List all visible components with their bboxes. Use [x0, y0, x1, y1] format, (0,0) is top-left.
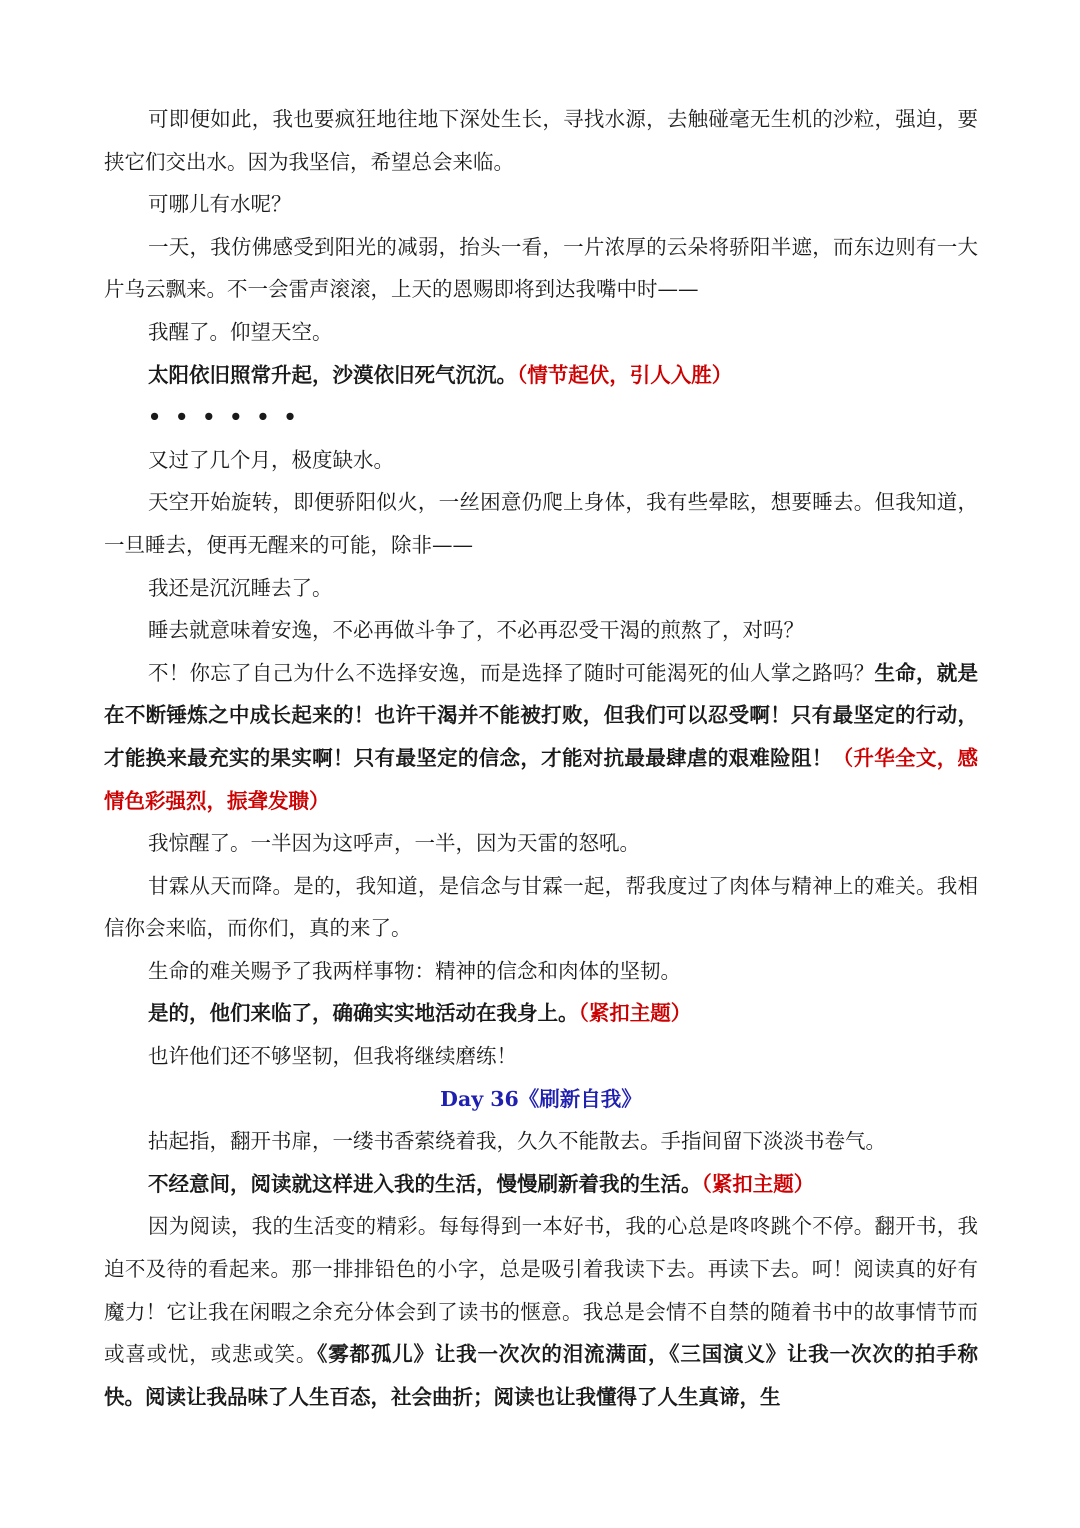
paragraph: 拈起指，翻开书扉，一缕书香萦绕着我，久久不能散去。手指间留下淡淡书卷气。	[148, 1129, 886, 1154]
paragraph: 睡去就意味着安逸，不必再做斗争了，不必再忍受干渴的煎熬了，对吗？	[148, 618, 804, 643]
annotation-note: （情节起伏，引人入胜）	[517, 362, 733, 387]
bold-text: 是的，他们来临了，确确实实地活动在我身上。	[148, 1001, 579, 1026]
paragraph: 甘霖从天而降。是的，我知道，是信念与甘霖一起，帮我度过了肉体与精神上的难关。我相信你会来临，而你们，真的来了。	[104, 873, 978, 941]
bold-text: 太阳依旧照常升起，沙漠依旧死气沉沉。	[148, 362, 517, 387]
ellipsis-dots: ••••••	[148, 405, 311, 430]
paragraph: 生命的难关赐予了我两样事物：精神的信念和肉体的坚韧。	[148, 958, 681, 983]
paragraph: 我惊醒了。一半因为这呼声，一半，因为天雷的怒吼。	[148, 831, 640, 856]
paragraph	[104, 652, 978, 822]
paragraph	[104, 1205, 978, 1418]
paragraph: 我还是沉沉睡去了。	[148, 575, 333, 600]
bold-text: 不经意间，阅读就这样进入我的生活，慢慢刷新着我的生活。	[148, 1171, 702, 1196]
paragraph	[104, 992, 978, 1035]
paragraph: 我醒了。仰望天空。	[148, 319, 333, 344]
bold-text: 《雾都孤儿》让我一次次的泪流满面，《三国演义》让我一次次的拍手称快。阅读让我品味了人生百态，社会曲折；阅读也让我懂得了人生真谛，生	[104, 1342, 978, 1409]
paragraph: 又过了几个月，极度缺水。	[148, 447, 394, 472]
paragraph: 可哪儿有水呢？	[148, 192, 292, 217]
paragraph	[104, 354, 978, 397]
paragraph: 天空开始旋转，即便骄阳似火，一丝困意仍爬上身体，我有些晕眩，想要睡去。但我知道，一旦睡去，便再无醒来的可能，除非——	[104, 490, 978, 557]
paragraph: 也许他们还不够坚韧，但我将继续磨练！	[148, 1044, 517, 1069]
bold-text: 生命，就是在不断锤炼之中成长起来的！也许干渴并不能被打败，但我们可以忍受啊！只有最坚定的行动，才能换来最充实的果实啊！只有最坚定的信念，才能对抗最最肆虐的艰难险阻！	[104, 660, 979, 770]
plain-text: 因为阅读，我的生活变的精彩。每每得到一本好书，我的心总是咚咚跳个不停。翻开书，我迫不及待的看起来。那一排排铅色的小字，总是吸引着我读下去。再读下去。呵！阅读真的好有魔力！它让我在闲暇之余充分体会到了读书的惬意。我总是会情不自禁的随着书中的故事情节而或喜或忧，或悲或笑。	[104, 1214, 978, 1367]
annotation-note: （升华全文，感情色彩强烈，振聋发聩）	[104, 745, 979, 813]
document-page	[104, 98, 978, 1418]
paragraph: 可即便如此，我也要疯狂地往地下深处生长，寻找水源，去触碰毫无生机的沙粒，强迫，要挟它们交出水。因为我坚信，希望总会来临。	[104, 107, 978, 174]
paragraph: 一天，我仿佛感受到阳光的减弱，抬头一看，一片浓厚的云朵将骄阳半遮，而东边则有一大片乌云飘来。不一会雷声滚滚，上天的恩赐即将到达我嘴中时——	[104, 234, 978, 302]
section-heading: Day 36《刷新自我》	[440, 1086, 642, 1111]
paragraph	[104, 1163, 978, 1206]
annotation-note: （紧扣主题）	[578, 1001, 692, 1026]
annotation-note: （紧扣主题）	[701, 1171, 815, 1196]
plain-text: 不！你忘了自己为什么不选择安逸，而是选择了随时可能渴死的仙人掌之路吗？	[148, 660, 875, 685]
